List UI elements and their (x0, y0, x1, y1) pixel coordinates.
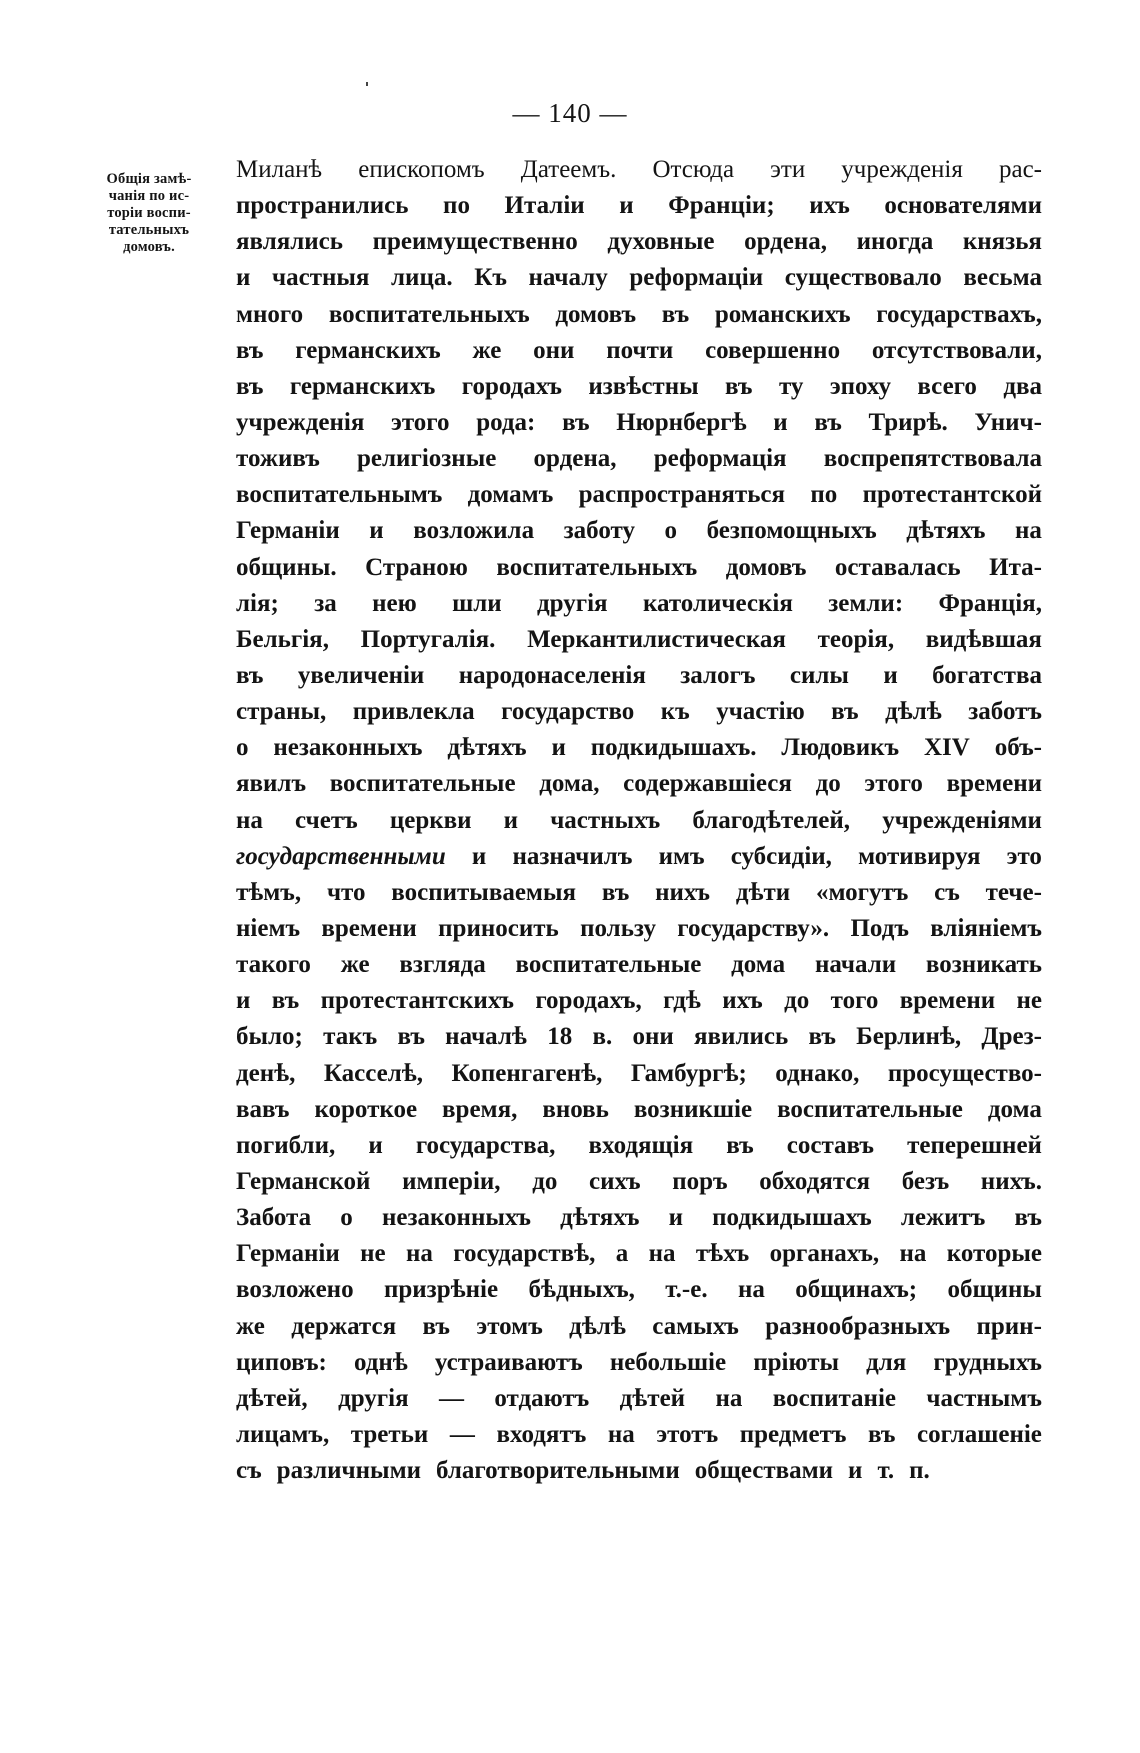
text-line: страны, привлекла государство къ участію въ дѣлѣ заботъ (236, 698, 1042, 726)
text-line: съ различными благотворительными обществами и т. п. (236, 1457, 930, 1485)
text-line: пространились по Италіи и Франціи; ихъ основателями (236, 192, 1042, 220)
text-line: ніемъ времени приносить пользу государству». Подъ вліяніемъ (236, 914, 1042, 942)
text-line: такого же взгляда воспитательные дома начали возникать (236, 951, 1042, 979)
text-line: было; такъ въ началѣ 18 в. они явились въ Берлинѣ, Дрез- (236, 1023, 1042, 1051)
text-line: Германской имперіи, до сихъ поръ обходятся безъ нихъ. (236, 1167, 1042, 1195)
scan-speck (366, 82, 368, 86)
text-line: тоживъ религіозные ордена, реформація воспрепятствовала (236, 445, 1042, 473)
text-line: лицамъ, третьи — входятъ на этотъ предметъ въ соглашеніе (236, 1420, 1042, 1448)
text-line: тѣмъ, что воспитываемыя въ нихъ дѣти «могутъ съ тече- (236, 878, 1042, 906)
text-line: въ германскихъ же они почти совершенно отсутствовали, (236, 336, 1042, 364)
text-line: лія; за нею шли другія католическія земли: Франція, (236, 589, 1042, 617)
text-line: и частныя лица. Къ началу реформаціи существовало весьма (236, 264, 1042, 292)
text-line: возложено призрѣніе бѣдныхъ, т.-е. на общинахъ; общины (236, 1276, 1042, 1304)
body-text (236, 152, 1042, 1489)
text-line: въ германскихъ городахъ извѣстны въ ту эпоху всего два (236, 372, 1042, 400)
text-line: являлись преимущественно духовные ордена, иногда князья (236, 228, 1042, 256)
text-line: о незаконныхъ дѣтяхъ и подкидышахъ. Людовикъ XIV объ- (236, 734, 1042, 762)
text-line: учрежденія этого рода: въ Нюрнбергѣ и въ Трирѣ. Унич- (236, 408, 1042, 436)
text-line: вавъ короткое время, вновь возникшіе воспитательные дома (236, 1095, 1042, 1123)
text-line: циповъ: однѣ устраиваютъ небольшіе пріюты для грудныхъ (236, 1348, 1042, 1376)
margin-note-line: чанія по ис- (108, 188, 190, 204)
margin-note (66, 171, 232, 256)
text-line: много воспитательныхъ домовъ въ романскихъ государствахъ, (236, 300, 1042, 328)
text-line: дѣтей, другія — отдаютъ дѣтей на воспитаніе частнымъ (236, 1384, 1042, 1412)
page-number: — 140 — (512, 98, 628, 128)
text-line: Германіи не на государствѣ, а на тѣхъ органахъ, на которые (236, 1240, 1042, 1268)
margin-note-line: домовъ. (123, 239, 175, 255)
text-line: Германіи и возложила заботу о безпомощныхъ дѣтяхъ на (236, 517, 1042, 545)
text-line: денѣ, Касселѣ, Копенгагенѣ, Гамбургѣ; однако, просущество- (236, 1059, 1042, 1087)
text-line: Миланѣ епископомъ Датеемъ. Отсюда эти учрежденія рас- (236, 156, 1042, 183)
text-line: воспитательнымъ домамъ распространяться по протестантской (236, 481, 1042, 509)
text-line: Забота о незаконныхъ дѣтяхъ и подкидышахъ лежитъ въ (236, 1204, 1042, 1232)
text-line: Бельгія, Португалія. Меркантилистическая теорія, видѣвшая (236, 625, 1042, 653)
text-line: общины. Страною воспитательныхъ домовъ оставалась Ита- (236, 553, 1042, 581)
text-line: государственными и назначилъ имъ субсидіи, мотивируя это (236, 842, 1042, 870)
margin-note-line: тательныхъ (108, 222, 190, 238)
text-line: явилъ воспитательные дома, содержавшіеся до этого времени (236, 770, 1042, 798)
text-line: въ увеличеніи народонаселенія залогъ силы и богатства (236, 661, 1042, 689)
margin-note-line: Общія замѣ- (106, 171, 192, 187)
margin-note-line: торіи воспи- (107, 205, 191, 221)
text-line: и въ протестантскихъ городахъ, гдѣ ихъ до того времени не (236, 987, 1042, 1015)
text-line: на счетъ церкви и частныхъ благодѣтелей, учрежденіями (236, 806, 1042, 834)
text-line: же держатся въ этомъ дѣлѣ самыхъ разнообразныхъ прин- (236, 1312, 1042, 1340)
text-line: погибли, и государства, входящія въ составъ теперешней (236, 1131, 1042, 1159)
